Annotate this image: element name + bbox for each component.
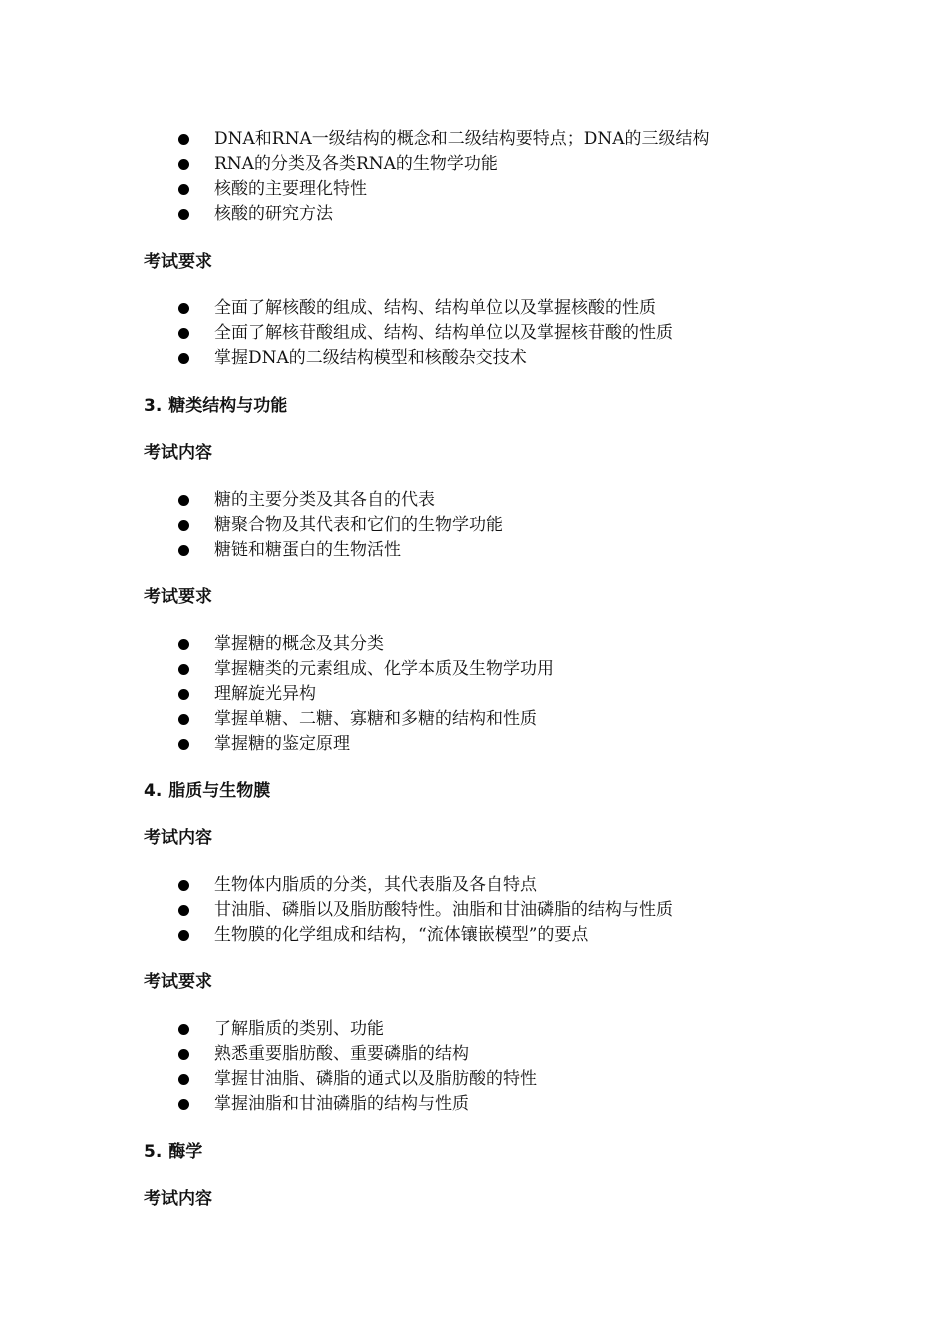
section-heading-lipids: 4. 脂质与生物膜: [144, 781, 271, 801]
bullet-icon: [178, 689, 189, 700]
bullet-icon: [178, 545, 189, 556]
bullet-icon: [178, 159, 189, 170]
exam-content-heading: 考试内容: [144, 828, 212, 848]
bullet-icon: [178, 328, 189, 339]
section-heading-carbohydrates: 3. 糖类结构与功能: [144, 396, 288, 416]
bullet-icon: [178, 664, 189, 675]
bullet-icon: [178, 714, 189, 725]
bullet-icon: [178, 184, 189, 195]
exam-requirements-heading: 考试要求: [144, 972, 212, 992]
section-heading-enzymology: 5. 酶学: [144, 1142, 203, 1162]
document-page: DNA和RNA一级结构的概念和二级结构要特点；DNA的三级结构 RNA的分类及各类RNA的生物学功能 核酸的主要理化特性 核酸的研究方法 考试要求 全面了解核酸的组成、结构、结构单位以及掌握核酸的性质 全面了解核苷酸组成、结构、结构单位以及掌握核苷酸的性质 掌握DNA的二级结构模型和核酸杂交技术 3. 糖类结构与功能 考试内容 糖的主要分类及其各自的代表 糖聚合物及其代表和它们的生物学功能 糖链和糖蛋白的生物活性 考试要求 掌握糖的概念及其分类 掌握糖类的元素组成、化学本质及生物学功用 理解旋光异构 掌握单糖、二糖、寡糖和多糖的结构和性质 掌握糖的鉴定原理 4. 脂质与生物膜 考试内容 生物体内脂质的分类，其代表脂及各自特点 甘油脂、磷脂以及脂肪酸特性。油脂和甘油磷脂的结构与性质 生物膜的化学组成和结构，“流体镶嵌模型”的要点 考试要求 了解脂质的类别、功能 熟悉重要脂肪酸、重要磷脂的结构 掌握甘油脂、磷脂的通式以及脂肪酸的特性 掌握油脂和甘油磷脂的结构与性质 5. 酶学 考试内容: [144, 129, 710, 1209]
exam-content-heading: 考试内容: [144, 1189, 212, 1209]
bullet-icon: [178, 520, 189, 531]
bullet-icon: [178, 353, 189, 364]
bullet-icon: [178, 739, 189, 750]
bullet-icon: [178, 1024, 189, 1035]
bullet-icon: [178, 134, 189, 145]
exam-content-heading: 考试内容: [144, 443, 212, 463]
bullet-icon: [178, 1049, 189, 1060]
bullet-icon: [178, 930, 189, 941]
bullet-icon: [178, 495, 189, 506]
bullet-icon: [178, 303, 189, 314]
bullet-icon: [178, 1074, 189, 1085]
bullet-icon: [178, 1099, 189, 1110]
bullet-icon: [178, 880, 189, 891]
exam-requirements-heading: 考试要求: [144, 252, 212, 272]
exam-requirements-heading: 考试要求: [144, 587, 212, 607]
bullet-icon: [178, 209, 189, 220]
bullet-icon: [178, 639, 189, 650]
bullet-icon: [178, 905, 189, 916]
